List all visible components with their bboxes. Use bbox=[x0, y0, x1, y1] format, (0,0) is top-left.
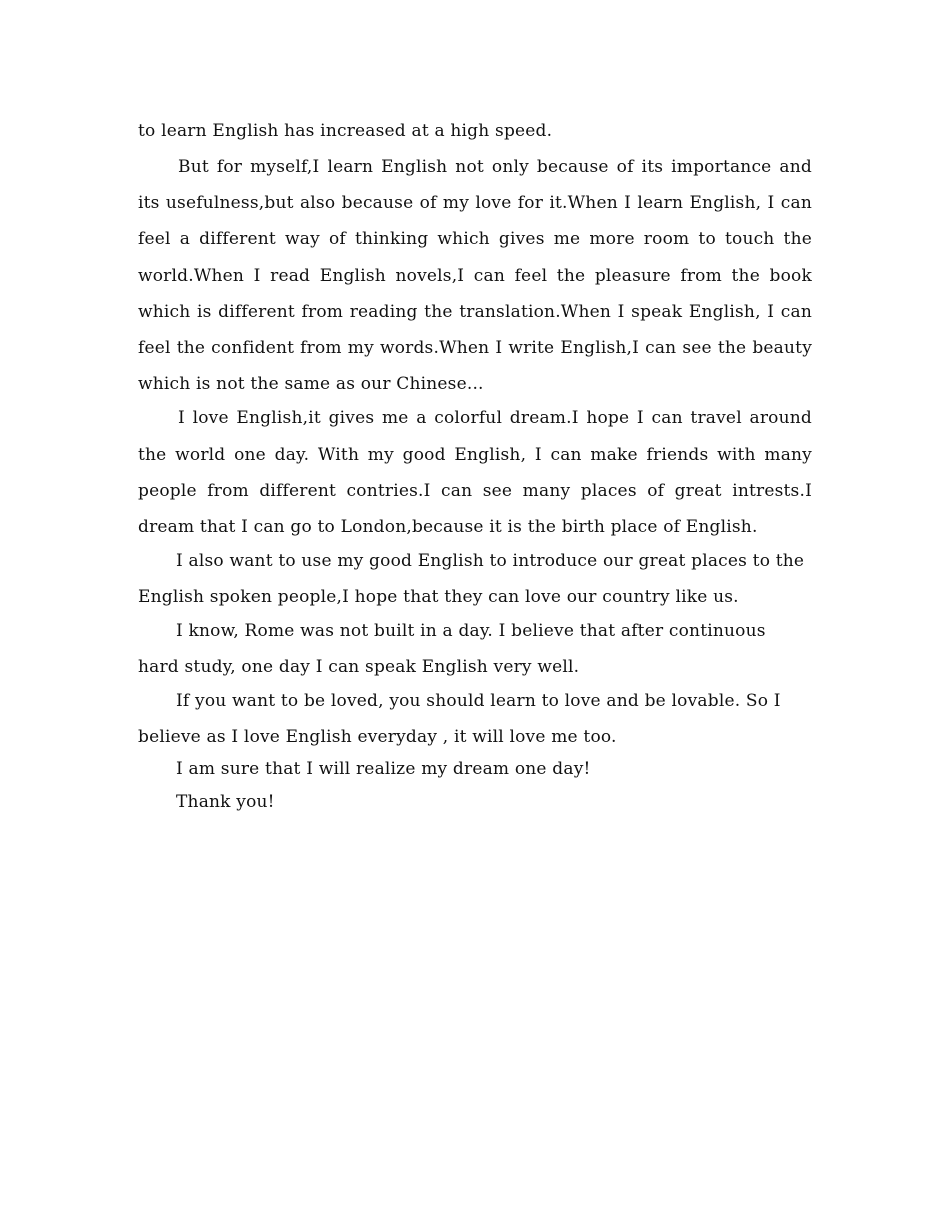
paragraph-introduce-places: I also want to use my good English to introduce our great places to the English spoken people,I hope that they can love our country like us. bbox=[138, 551, 805, 608]
paragraph-love-for-english: But for myself,I learn English not only because of its importance and its usefulness,but also because of my love for it.When I learn English, I can feel a different way of thinking which gives me more room to touch the world.When I read English novels,I can feel the pleasure from the book which is different from reading the translation.When I speak English, I can feel the confident from my words.When I write English,I can see the beauty which is not the same as our Chinese... bbox=[138, 157, 812, 395]
document-body bbox=[138, 115, 812, 819]
paragraph-realize-dream: I am sure that I will realize my dream one day! bbox=[176, 759, 591, 780]
paragraph-thank-you: Thank you! bbox=[176, 792, 275, 813]
paragraph-be-loved: If you want to be loved, you should learn to love and be lovable. So I believe as I love English everyday , it will love me too. bbox=[138, 691, 781, 748]
paragraph-rome-not-built: I know, Rome was not built in a day. I believe that after continuous hard study, one day I can speak English very well. bbox=[138, 621, 766, 678]
paragraph-colorful-dream: I love English,it gives me a colorful dream.I hope I can travel around the world one day. With my good English, I can make friends with many people from different contries.I can see many places of great intrests.I dream that I can go to London,because it is the birth place of English. bbox=[138, 408, 812, 538]
paragraph-continuation: to learn English has increased at a high speed. bbox=[138, 121, 553, 141]
